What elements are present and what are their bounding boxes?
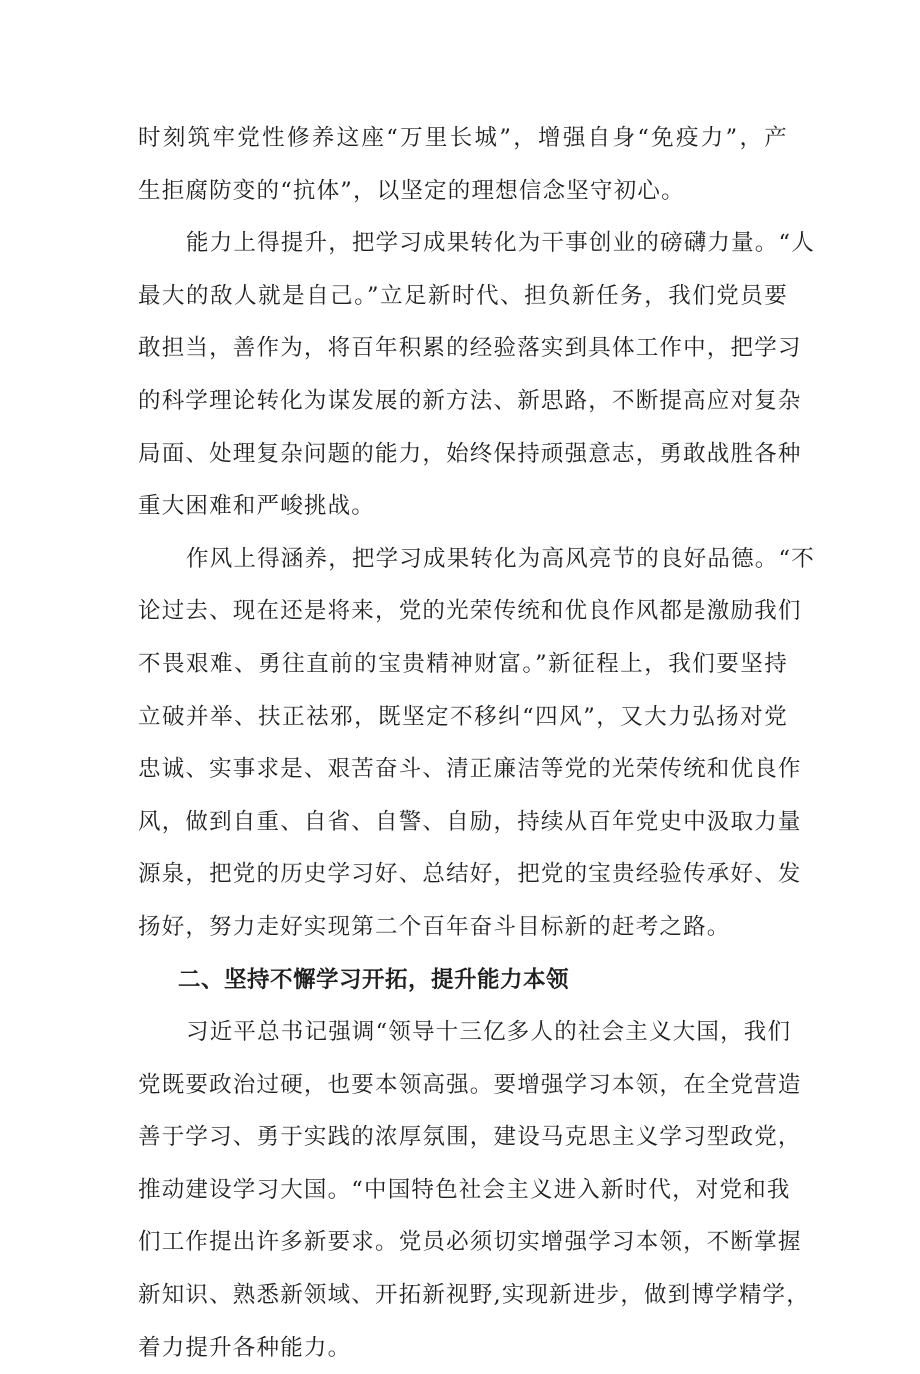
paragraph-start-line: 能力上得提升，把学习成果转化为干事创业的磅礴力量。“人	[186, 230, 815, 257]
text-line: 党既要政治过硬，也要本领高强。要增强学习本领，在全党营造	[138, 1071, 802, 1098]
text-line: 忠诚、实事求是、艰苦奋斗、清正廉洁等党的光荣传统和优良作	[138, 756, 802, 783]
text-line: 生拒腐防变的“抗体”，以坚定的理想信念坚守初心。	[138, 177, 685, 204]
text-line: 时刻筑牢党性修养这座“万里长城”，增强自身“免疫力”，产	[138, 125, 788, 151]
text-line: 的科学理论转化为谋发展的新方法、新思路，不断提高应对复杂	[138, 387, 802, 414]
text-line: 论过去、现在还是将来，党的光荣传统和优良作风都是激励我们	[138, 598, 802, 625]
text-line: 不畏艰难、勇往直前的宝贵精神财富。”新征程上，我们要坚持	[138, 650, 788, 677]
text-line: 重大困难和严峻挑战。	[138, 493, 376, 520]
text-line: 新知识、熟悉新领域、开拓新视野,实现新进步，做到博学精学，	[138, 1282, 810, 1309]
text-line: 着力提升各种能力。	[138, 1334, 352, 1361]
text-line: 推动建设学习大国。“中国特色社会主义进入新时代，对党和我	[138, 1176, 791, 1203]
text-line: 扬好，努力走好实现第二个百年奋斗目标新的赶考之路。	[138, 913, 731, 940]
text-line: 风，做到自重、自省、自警、自励，持续从百年党史中汲取力量	[138, 808, 802, 835]
text-line: 敢担当，善作为，将百年积累的经验落实到具体工作中，把学习	[138, 335, 802, 362]
text-line: 们工作提出许多新要求。党员必须切实增强学习本领，不断掌握	[138, 1229, 802, 1256]
section-heading: 二、坚持不懈学习开拓，提升能力本领	[178, 966, 570, 993]
text-line: 立破并举、扶正祛邪，既坚定不移纠“四风”，又大力弘扬对党	[138, 703, 788, 730]
document-body	[138, 112, 815, 1374]
text-line: 源泉，把党的历史学习好、总结好，把党的宝贵经验传承好、发	[138, 861, 802, 888]
paragraph-start-line: 习近平总书记强调“领导十三亿多人的社会主义大国，我们	[186, 1019, 792, 1046]
paragraph-start-line: 作风上得涵养，把学习成果转化为高风亮节的良好品德。“不	[186, 545, 815, 572]
text-line: 最大的敌人就是自己。”立足新时代、担负新任务，我们党员要	[138, 282, 788, 309]
text-line: 局面、处理复杂问题的能力，始终保持顽强意志，勇敢战胜各种	[138, 440, 802, 467]
text-line: 善于学习、勇于实践的浓厚氛围，建设马克思主义学习型政党，	[138, 1124, 802, 1151]
